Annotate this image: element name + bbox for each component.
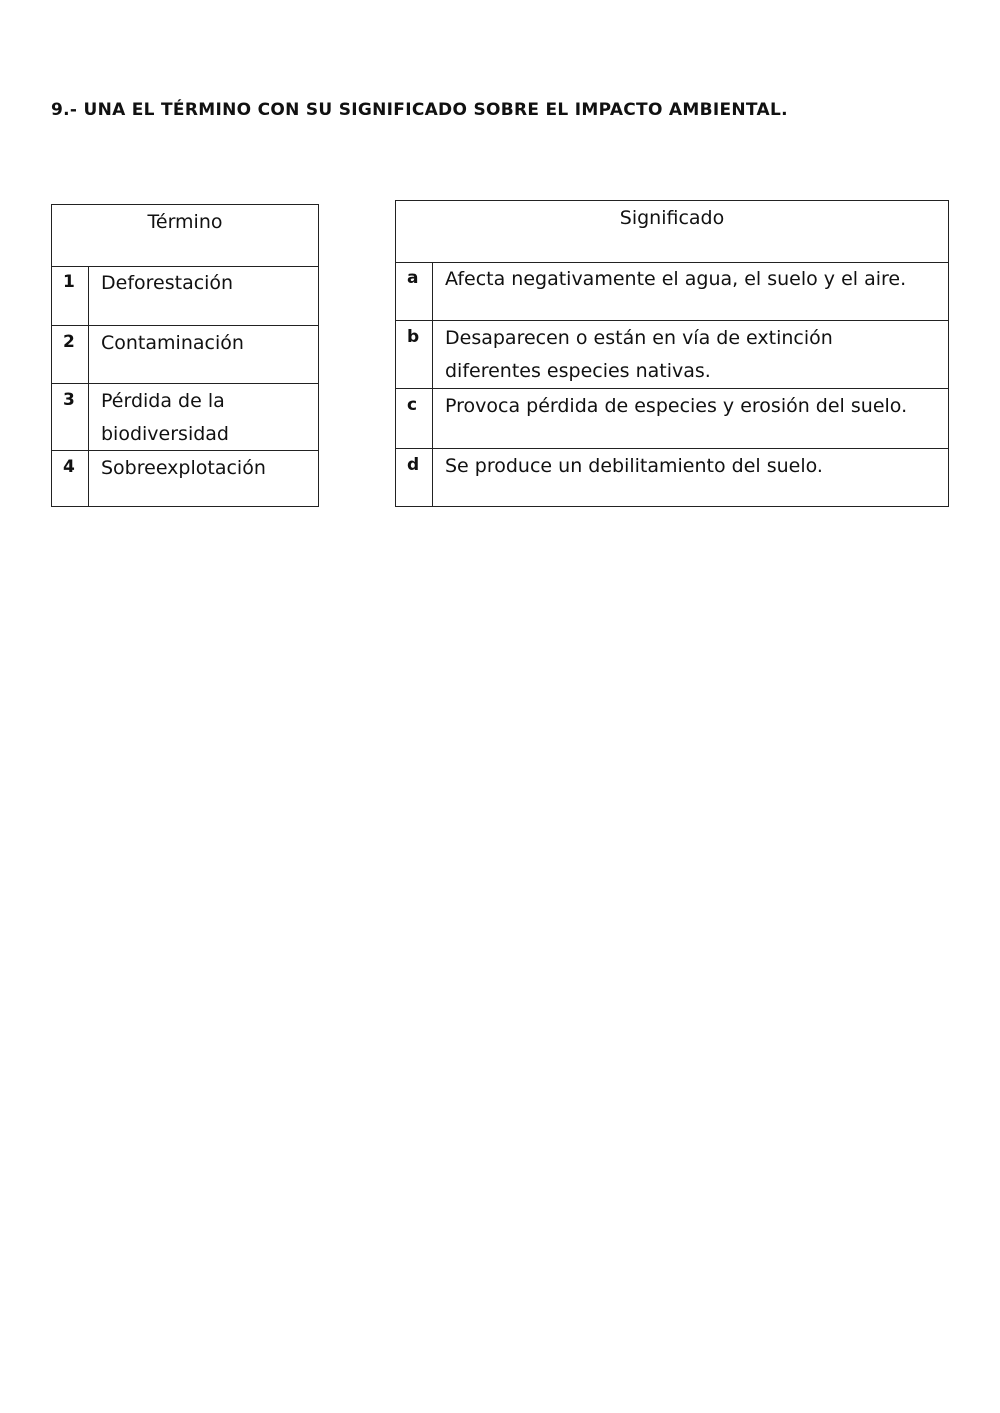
terms-table-header: Término	[52, 205, 318, 267]
meaning-letter: b	[396, 321, 433, 388]
terms-table	[51, 204, 319, 507]
term-number: 1	[52, 266, 89, 325]
meaning-row[interactable]	[396, 262, 948, 321]
meaning-text: Provoca pérdida de especies y erosión del suelo.	[445, 395, 908, 417]
term-text: Pérdida de la biodiversidad	[101, 390, 229, 445]
term-row[interactable]	[52, 266, 318, 326]
term-number: 3	[52, 384, 89, 450]
term-text: Contaminación	[101, 332, 244, 354]
meaning-letter: a	[396, 262, 433, 320]
term-number: 2	[52, 326, 89, 383]
meanings-table	[395, 200, 949, 507]
term-row[interactable]	[52, 451, 318, 506]
term-text: Deforestación	[101, 272, 234, 294]
term-row[interactable]	[52, 326, 318, 384]
meaning-text: Se produce un debilitamiento del suelo.	[445, 455, 823, 477]
term-number: 4	[52, 451, 89, 506]
meanings-table-header: Significado	[396, 201, 948, 263]
meaning-row[interactable]	[396, 449, 948, 506]
meaning-letter: d	[396, 449, 433, 506]
term-row[interactable]	[52, 384, 318, 451]
meaning-row[interactable]	[396, 389, 948, 449]
meaning-text: Afecta negativamente el agua, el suelo y el aire.	[445, 268, 907, 290]
term-text: Sobreexplotación	[101, 457, 266, 479]
meaning-row[interactable]	[396, 321, 948, 389]
exercise-title: 9.- UNA EL TÉRMINO CON SU SIGNIFICADO SOBRE EL IMPACTO AMBIENTAL.	[51, 100, 788, 120]
meaning-text: Desaparecen o están en vía de extinción diferentes especies nativas.	[445, 327, 833, 382]
meaning-letter: c	[396, 389, 433, 448]
